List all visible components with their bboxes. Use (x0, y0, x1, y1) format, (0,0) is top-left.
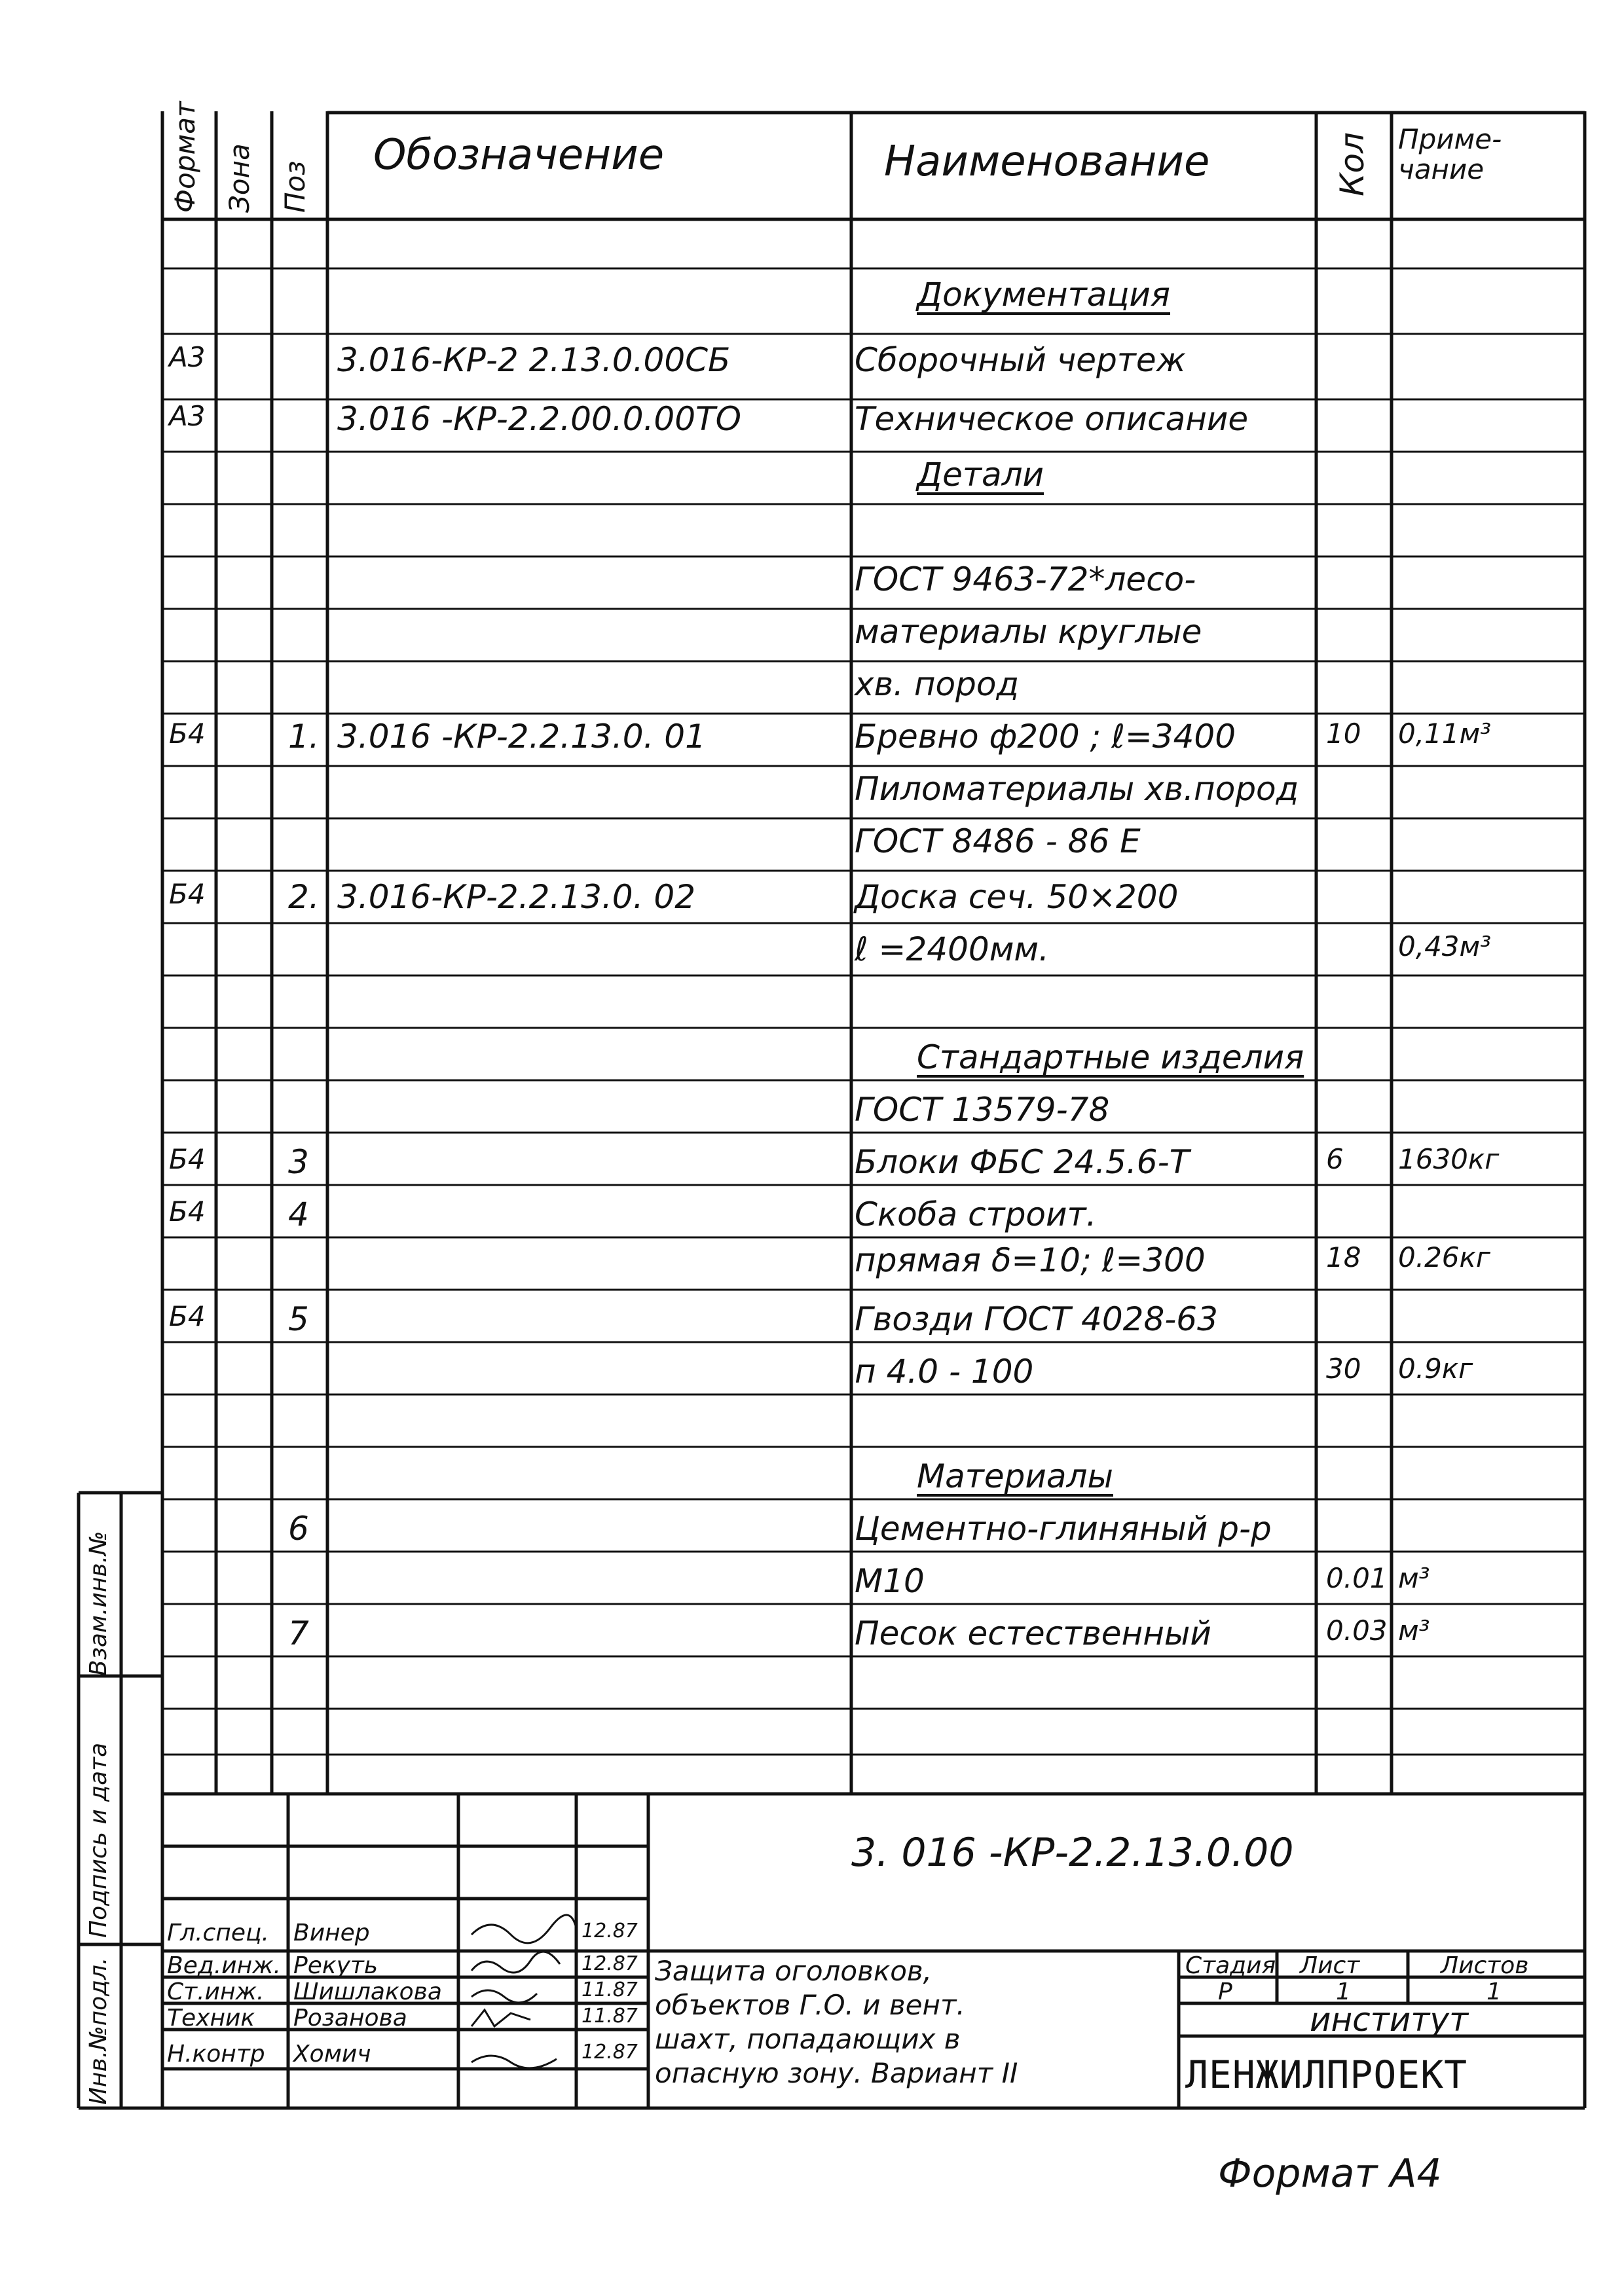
row-1-designation: 3.016-КР-2 2.13.0.00СБ (337, 341, 731, 379)
role-1-role: Вед.инж. (167, 1952, 281, 1979)
row-22-note: м³ (1398, 1614, 1430, 1647)
institute-name: ЛЕНЖИЛПРОЕКТ (1185, 2052, 1468, 2097)
row-18-name: п 4.0 - 100 (855, 1353, 1034, 1391)
row-7-designation: 3.016 -КР-2.2.13.0. 01 (337, 718, 706, 756)
row-22-pos: 7 (288, 1614, 309, 1652)
row-2-name: Техническое описание (855, 400, 1249, 438)
row-18-note: 0.9кг (1398, 1353, 1473, 1385)
role-2-date: 11.87 (581, 1978, 638, 2001)
row-14-qty: 6 (1326, 1143, 1344, 1175)
row-17-pos: 5 (288, 1300, 309, 1338)
side-label-vzam: Взам.инв.№ (85, 1531, 112, 1676)
row-15-name: Скоба строит. (855, 1195, 1097, 1233)
row-22-name: Песок естественный (855, 1614, 1211, 1652)
role-0-person: Винер (293, 1920, 370, 1946)
row-16-name: прямая δ=10; ℓ=300 (855, 1241, 1206, 1279)
title-line-3: опасную зону. Вариант II (655, 2057, 1018, 2089)
row-18-qty: 30 (1326, 1353, 1361, 1385)
row-21-note: м³ (1398, 1562, 1430, 1594)
row-16-qty: 18 (1326, 1241, 1361, 1273)
doc-code: 3. 016 -КР-2.2.13.0.00 (851, 1830, 1294, 1876)
role-1-person: Рекуть (293, 1952, 378, 1979)
row-7-format: Б4 (169, 718, 206, 750)
side-label-inv-orig: Инв.№подл. (85, 1957, 112, 2105)
header-designation: Обозначение (373, 131, 665, 179)
side-label-sign-date: Подпись и дата (85, 1742, 112, 1938)
role-3-date: 11.87 (581, 2005, 638, 2028)
row-19-name: Материалы (917, 1457, 1113, 1495)
role-1-date: 12.87 (581, 1952, 638, 1975)
row-15-pos: 4 (288, 1195, 309, 1233)
row-7-qty: 10 (1326, 718, 1361, 750)
row-4-name: ГОСТ 9463-72*лесо- (855, 560, 1196, 598)
row-14-note: 1630кг (1398, 1143, 1500, 1175)
row-7-note: 0,11м³ (1398, 718, 1492, 750)
row-14-pos: 3 (288, 1143, 309, 1181)
row-3-name: Детали (917, 456, 1044, 494)
title-line-1: объектов Г.О. и вент. (655, 1989, 965, 2021)
role-2-person: Шишлакова (293, 1978, 442, 2005)
sheet-label: Лист (1300, 1952, 1360, 1979)
signature-strokes (471, 1915, 576, 2068)
title-line-0: Защита оголовков, (655, 1955, 932, 1987)
row-1-name: Сборочный чертеж (855, 341, 1186, 379)
row-10-name: Доска сеч. 50×200 (855, 878, 1179, 916)
row-21-qty: 0.01 (1326, 1562, 1388, 1594)
row-14-name: Блоки ФБС 24.5.6-Т (855, 1143, 1190, 1181)
stage-value: Р (1218, 1978, 1232, 2005)
row-13-name: ГОСТ 13579-78 (855, 1091, 1110, 1129)
row-7-name: Бревно ф200 ; ℓ=3400 (855, 718, 1236, 756)
row-2-designation: 3.016 -КР-2.2.00.0.00ТО (337, 400, 741, 438)
row-22-qty: 0.03 (1326, 1614, 1388, 1647)
role-2-role: Ст.инж. (167, 1978, 265, 2005)
row-20-pos: 6 (288, 1510, 309, 1548)
row-10-pos: 2. (288, 878, 320, 916)
header-zone: Зона (223, 143, 255, 213)
row-9-name: ГОСТ 8486 - 86 Е (855, 822, 1141, 860)
format-footer: Формат А4 (1218, 2151, 1442, 2196)
row-14-format: Б4 (169, 1143, 206, 1175)
header-name: Наименование (884, 137, 1210, 186)
row-10-designation: 3.016-КР-2.2.13.0. 02 (337, 878, 696, 916)
header-format: Формат (169, 101, 201, 213)
role-3-person: Розанова (293, 2005, 407, 2032)
row-15-format: Б4 (169, 1195, 206, 1228)
row-8-name: Пиломатериалы хв.пород (855, 770, 1299, 808)
row-7-pos: 1. (288, 718, 320, 756)
role-0-date: 12.87 (581, 1920, 638, 1942)
row-1-format: А3 (169, 341, 206, 373)
row-11-note: 0,43м³ (1398, 930, 1492, 962)
stage-label: Стадия (1185, 1952, 1276, 1979)
row-12-name: Стандартные изделия (917, 1038, 1304, 1076)
row-17-name: Гвозди ГОСТ 4028-63 (855, 1300, 1218, 1338)
header-pos: Поз (279, 160, 311, 213)
row-21-name: М10 (855, 1562, 925, 1600)
role-4-role: Н.контр (167, 2041, 265, 2068)
row-10-format: Б4 (169, 878, 206, 910)
row-17-format: Б4 (169, 1300, 206, 1332)
row-0-name: Документация (917, 276, 1170, 314)
role-4-person: Хомич (293, 2041, 371, 2068)
header-qty: Кол (1333, 132, 1371, 196)
row-5-name: материалы круглые (855, 613, 1202, 651)
row-20-name: Цементно-глиняный р-р (855, 1510, 1272, 1548)
header-note: Приме- чание (1398, 123, 1502, 186)
row-2-format: А3 (169, 400, 206, 432)
role-4-date: 12.87 (581, 2041, 638, 2064)
role-0-role: Гл.спец. (167, 1920, 269, 1946)
role-3-role: Техник (167, 2005, 255, 2032)
title-line-2: шахт, попадающих в (655, 2023, 961, 2055)
row-11-name: ℓ =2400мм. (855, 930, 1050, 968)
institute-label: институт (1310, 2001, 1469, 2039)
sheets-value: 1 (1486, 1978, 1502, 2005)
row-6-name: хв. пород (855, 665, 1020, 703)
sheets-label: Листов (1441, 1952, 1529, 1979)
row-16-note: 0.26кг (1398, 1241, 1490, 1273)
sheet-value: 1 (1336, 1978, 1351, 2005)
